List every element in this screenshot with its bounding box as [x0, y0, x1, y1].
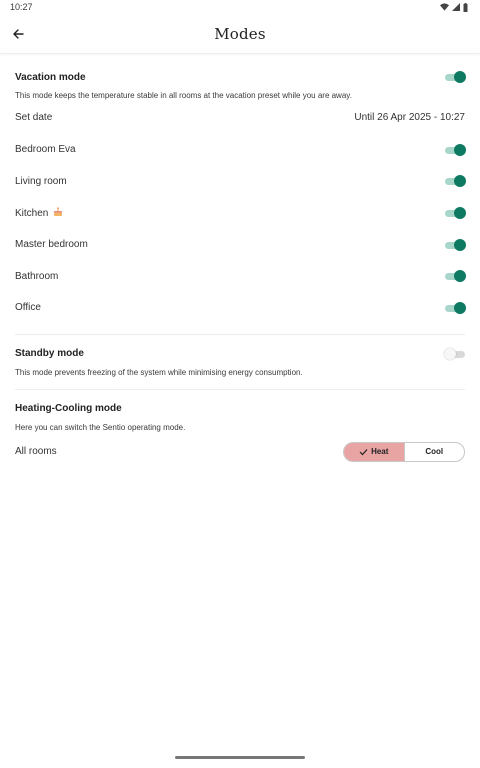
- heating-cooling-description: Here you can switch the Sentio operating mode.: [15, 422, 186, 432]
- heat-label: Heat: [371, 447, 389, 457]
- standby-mode-header: [15, 343, 465, 365]
- vacation-mode-title: Vacation mode: [15, 71, 86, 83]
- status-bar: [0, 0, 480, 14]
- signal-icon: [452, 3, 460, 11]
- page-title: Modes: [214, 24, 266, 43]
- standby-mode-title: Standby mode: [15, 348, 84, 360]
- cool-option[interactable]: [405, 443, 465, 461]
- all-rooms-row: [15, 436, 465, 468]
- set-date-value: Until 26 Apr 2025 - 10:27: [354, 112, 465, 124]
- room-toggle-bedroom-eva[interactable]: [445, 143, 465, 157]
- room-row-bathroom: [15, 260, 465, 292]
- heat-option[interactable]: [344, 443, 405, 461]
- room-label: Bathroom: [15, 270, 59, 282]
- room-toggle-bathroom[interactable]: [445, 269, 465, 283]
- room-toggle-living-room[interactable]: [445, 174, 465, 188]
- arrow-left-icon: [12, 28, 24, 40]
- set-date-label: Set date: [15, 112, 53, 124]
- status-icons: [440, 3, 468, 12]
- set-date-row[interactable]: [15, 102, 465, 134]
- status-time: 10:27: [10, 2, 33, 12]
- room-toggle-office[interactable]: [445, 301, 465, 315]
- room-label: Bedroom Eva: [15, 144, 76, 156]
- room-label: Living room: [15, 175, 67, 187]
- divider: [15, 389, 465, 390]
- home-indicator[interactable]: [175, 756, 305, 759]
- standby-mode-toggle[interactable]: [445, 347, 465, 361]
- vacation-mode-toggle[interactable]: [445, 70, 465, 84]
- vacation-mode-description: This mode keeps the temperature stable in all rooms at the vacation preset while you are away.: [15, 91, 352, 100]
- room-toggle-kitchen[interactable]: [445, 206, 465, 220]
- heat-cool-segmented: [343, 442, 465, 462]
- all-rooms-label: All rooms: [15, 446, 57, 458]
- divider: [15, 334, 465, 335]
- room-label-kitchen: [15, 207, 63, 219]
- app-bar: [0, 14, 480, 54]
- room-row-living-room: [15, 165, 465, 197]
- room-label: Master bedroom: [15, 239, 88, 251]
- heating-cooling-title: Heating-Cooling mode: [15, 403, 122, 415]
- cool-label: Cool: [425, 447, 444, 457]
- check-icon: [359, 448, 368, 456]
- back-button[interactable]: [8, 24, 28, 44]
- heating-cooling-header: [15, 398, 465, 420]
- room-row-bedroom-eva: [15, 134, 465, 166]
- wifi-icon: [440, 3, 449, 11]
- room-label: Office: [15, 302, 41, 314]
- room-row-kitchen: [15, 197, 465, 229]
- room-row-master-bedroom: [15, 229, 465, 261]
- room-label: Kitchen: [15, 207, 49, 219]
- vacation-mode-header: [15, 66, 465, 88]
- room-toggle-master-bedroom[interactable]: [445, 238, 465, 252]
- battery-icon: [463, 3, 468, 12]
- room-row-office: [15, 292, 465, 324]
- modes-content: [0, 66, 480, 468]
- cake-icon: [53, 207, 63, 217]
- standby-mode-description: This mode prevents freezing of the system while minimising energy consumption.: [15, 367, 303, 377]
